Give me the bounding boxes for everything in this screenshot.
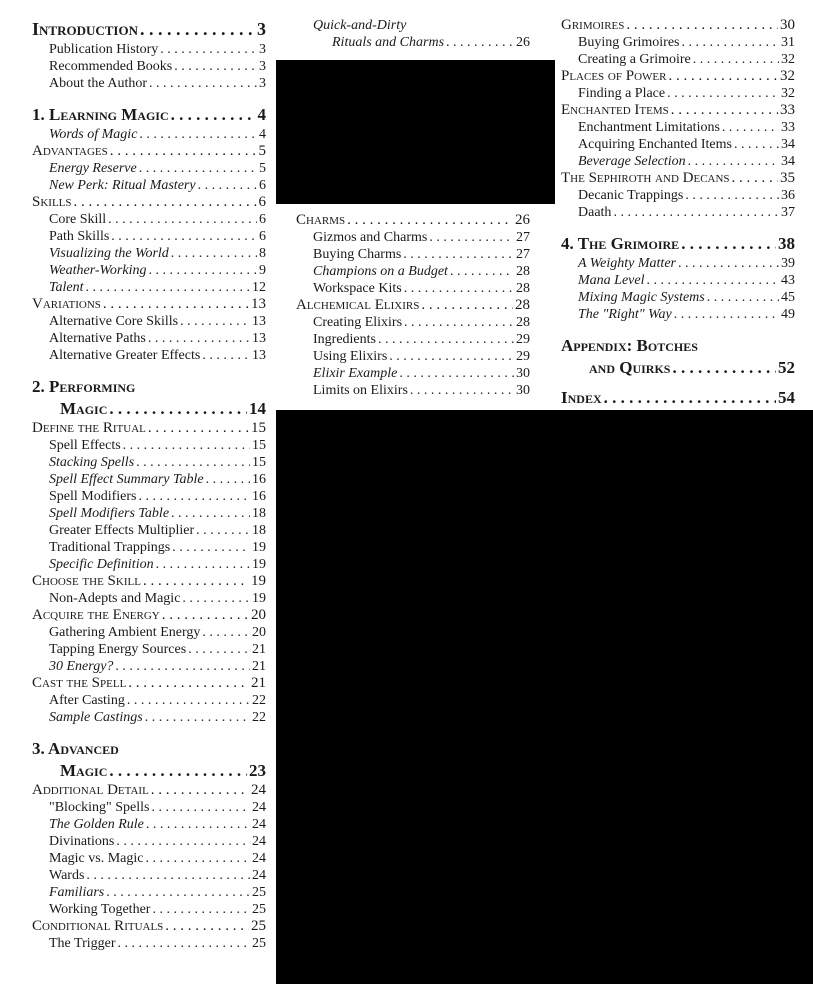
toc-entry-wards[interactable]: [32, 867, 266, 884]
entry-page: 24: [252, 851, 266, 866]
entry-title: Spell Effects: [49, 438, 121, 453]
entry-page: 27: [516, 230, 530, 245]
entry-page: 24: [252, 800, 266, 815]
toc-section-choose-skill[interactable]: [32, 573, 266, 590]
toc-section-advantages[interactable]: [32, 143, 266, 160]
toc-entry-alt-core-skills[interactable]: [32, 313, 266, 330]
toc-entry-path-skills[interactable]: [32, 228, 266, 245]
entry-title: The Golden Rule: [49, 817, 144, 832]
entry-title: Magic vs. Magic: [49, 851, 144, 866]
toc-section-skills[interactable]: [32, 194, 266, 211]
entry-title: Conditional Rituals: [32, 918, 164, 934]
toc-section-alchemical-elixirs[interactable]: [296, 297, 530, 314]
toc-entry-introduction[interactable]: [32, 17, 266, 41]
entry-page: 29: [516, 349, 530, 364]
toc-section-grimoires[interactable]: [561, 17, 795, 34]
entry-page: 32: [781, 52, 795, 67]
entry-page: 6: [259, 178, 266, 193]
entry-title: Beverage Selection: [578, 154, 686, 169]
entry-title: Using Elixirs: [313, 349, 388, 364]
entry-page: 45: [781, 290, 795, 305]
entry-page: 37: [781, 205, 795, 220]
entry-title: Workspace Kits: [313, 281, 402, 296]
toc-entry-specific-definition[interactable]: [32, 556, 266, 573]
entry-page: 21: [251, 675, 266, 691]
entry-title: Define the Ritual: [32, 420, 146, 436]
entry-title: Mixing Magic Systems: [578, 290, 705, 305]
entry-page: 30: [780, 17, 795, 33]
entry-page: 22: [252, 710, 266, 725]
toc-chapter-3-line1[interactable]: 3. Advanced: [32, 739, 119, 758]
entry-title: Creating Elixirs: [313, 315, 403, 330]
entry-title: 4. The Grimoire: [561, 234, 680, 253]
entry-title: Advantages: [32, 143, 108, 159]
entry-page: 18: [252, 506, 266, 521]
entry-title: Buying Grimoires: [578, 35, 680, 50]
entry-title: Acquiring Enchanted Items: [578, 137, 732, 152]
entry-page: 33: [781, 120, 795, 135]
entry-page: 6: [258, 194, 266, 210]
toc-entry-golden-rule[interactable]: [32, 816, 266, 833]
entry-page: 9: [259, 263, 266, 278]
entry-title: Mana Level: [578, 273, 645, 288]
entry-title: Limits on Elixirs: [313, 383, 408, 398]
entry-title: Alternative Paths: [49, 331, 146, 346]
entry-title: Tapping Energy Sources: [49, 642, 187, 657]
entry-page: 6: [259, 229, 266, 244]
entry-title: Magic: [60, 399, 108, 418]
toc-column-2-lower: [296, 212, 530, 399]
entry-page: 35: [780, 170, 795, 186]
entry-title: Spell Modifiers Table: [49, 506, 170, 521]
entry-page: 21: [252, 642, 266, 657]
entry-title: Spell Modifiers: [49, 489, 137, 504]
entry-page: 24: [252, 834, 266, 849]
entry-title: Visualizing the World: [49, 246, 169, 261]
toc-section-define-ritual[interactable]: [32, 420, 266, 437]
toc-entry-gathering-energy[interactable]: [32, 624, 266, 641]
toc-entry-alt-paths[interactable]: [32, 330, 266, 347]
entry-title: A Weighty Matter: [578, 256, 676, 271]
entry-page: 19: [252, 540, 266, 555]
entry-page: 54: [778, 388, 795, 407]
entry-title: After Casting: [49, 693, 125, 708]
toc-section-sephiroth-decans[interactable]: [561, 170, 795, 187]
entry-title: Quick-and-Dirty: [313, 18, 407, 33]
entry-title: Path Skills: [49, 229, 110, 244]
entry-page: 29: [516, 332, 530, 347]
toc-entry-magic-vs-magic[interactable]: [32, 850, 266, 867]
entry-page: 16: [252, 472, 266, 487]
entry-title: Non-Adepts and Magic: [49, 591, 181, 606]
entry-page: 19: [252, 557, 266, 572]
entry-page: 25: [252, 885, 266, 900]
entry-title: Ingredients: [313, 332, 376, 347]
entry-page: 26: [516, 35, 530, 50]
entry-title: Grimoires: [561, 17, 625, 33]
toc-entry-right-way[interactable]: [561, 306, 795, 323]
entry-title: Traditional Trappings: [49, 540, 171, 555]
toc-entry-buying-grimoires[interactable]: [561, 34, 795, 51]
entry-title: Stacking Spells: [49, 455, 135, 470]
entry-page: 31: [781, 35, 795, 50]
toc-section-places-of-power[interactable]: [561, 68, 795, 85]
entry-title: and Quirks: [589, 358, 671, 377]
toc-entry-weighty-matter[interactable]: [561, 255, 795, 272]
toc-entry-champions-budget[interactable]: [296, 263, 530, 280]
entry-title: Alternative Core Skills: [49, 314, 179, 329]
entry-title: Core Skill: [49, 212, 107, 227]
entry-title: Gathering Ambient Energy: [49, 625, 201, 640]
entry-title: Decanic Trappings: [578, 188, 684, 203]
toc-entry-spell-modifiers[interactable]: [32, 488, 266, 505]
entry-title: Finding a Place: [578, 86, 666, 101]
entry-page: 23: [249, 761, 266, 780]
entry-page: 24: [252, 817, 266, 832]
toc-entry-new-perk[interactable]: [32, 177, 266, 194]
toc-section-conditional-rituals[interactable]: [32, 918, 266, 935]
toc-entry-limits-elixirs[interactable]: [296, 382, 530, 399]
toc-section-acquire-energy[interactable]: [32, 607, 266, 624]
entry-title: Weather-Working: [49, 263, 147, 278]
toc-entry-mana-level[interactable]: [561, 272, 795, 289]
entry-title: Charms: [296, 212, 346, 228]
toc-entry-creating-elixirs[interactable]: [296, 314, 530, 331]
toc-appendix-line1[interactable]: Appendix: Botches: [561, 336, 698, 355]
entry-title: Variations: [32, 296, 101, 312]
entry-page: 13: [251, 296, 266, 312]
toc-entry-traditional-trappings[interactable]: [32, 539, 266, 556]
entry-page: 28: [516, 264, 530, 279]
entry-page: 25: [252, 902, 266, 917]
redaction-block-top: [276, 60, 555, 204]
toc-entry-visualizing-world[interactable]: [32, 245, 266, 262]
entry-page: 15: [252, 438, 266, 453]
entry-page: 3: [259, 59, 266, 74]
toc-entry-workspace-kits[interactable]: [296, 280, 530, 297]
entry-page: 8: [259, 246, 266, 261]
entry-page: 39: [781, 256, 795, 271]
entry-title: Acquire the Energy: [32, 607, 160, 623]
entry-title: The Trigger: [49, 936, 116, 951]
toc-entry-about-author[interactable]: [32, 75, 266, 92]
entry-page: 12: [252, 280, 266, 295]
entry-page: 22: [252, 693, 266, 708]
toc-entry-spell-effects[interactable]: [32, 437, 266, 454]
entry-page: 13: [252, 331, 266, 346]
toc-entry-the-trigger[interactable]: [32, 935, 266, 952]
toc-entry-words-of-magic[interactable]: [32, 126, 266, 143]
entry-page: 13: [252, 314, 266, 329]
entry-title: 1. Learning Magic: [32, 105, 169, 124]
toc-section-cast-spell[interactable]: [32, 675, 266, 692]
entry-title: Sample Castings: [49, 710, 143, 725]
entry-page: 26: [515, 212, 530, 228]
toc-entry-quick-and-dirty[interactable]: [296, 34, 530, 51]
entry-title: Introduction: [32, 19, 138, 39]
toc-entry-weather-working[interactable]: [32, 262, 266, 279]
toc-entry-gizmos-charms[interactable]: [296, 229, 530, 246]
entry-page: 3: [259, 76, 266, 91]
entry-page: 49: [781, 307, 795, 322]
entry-page: 13: [252, 348, 266, 363]
entry-page: 4: [259, 127, 266, 142]
toc-entry-beverage-selection[interactable]: [561, 153, 795, 170]
entry-title: Champions on a Budget: [313, 264, 448, 279]
toc-entry-tapping-sources[interactable]: [32, 641, 266, 658]
toc-entry-spell-modifiers-table[interactable]: [32, 505, 266, 522]
entry-title: Daath: [578, 205, 612, 220]
toc-section-charms[interactable]: [296, 212, 530, 229]
entry-page: 38: [778, 234, 795, 253]
entry-title: Choose the Skill: [32, 573, 141, 589]
toc-chapter-2[interactable]: [32, 398, 266, 420]
entry-page: 5: [258, 143, 266, 159]
entry-page: 30: [516, 366, 530, 381]
entry-title: Wards: [49, 868, 85, 883]
entry-page: 21: [252, 659, 266, 674]
toc-entry-using-elixirs[interactable]: [296, 348, 530, 365]
entry-page: 3: [259, 42, 266, 57]
entry-page: 32: [780, 68, 795, 84]
toc-entry-30-energy[interactable]: [32, 658, 266, 675]
entry-title: Divinations: [49, 834, 115, 849]
toc-chapter-1[interactable]: [32, 104, 266, 126]
entry-title: The Sephiroth and Decans: [561, 170, 730, 186]
toc-entry-ingredients[interactable]: [296, 331, 530, 348]
toc-entry-recommended-books[interactable]: [32, 58, 266, 75]
entry-page: 3: [257, 19, 266, 39]
toc-entry-sample-castings[interactable]: [32, 709, 266, 726]
entry-page: 34: [781, 154, 795, 169]
entry-page: 20: [251, 607, 266, 623]
toc-index[interactable]: [561, 387, 795, 409]
entry-title: Working Together: [49, 902, 151, 917]
entry-page: 4: [257, 105, 266, 124]
toc-entry-core-skill[interactable]: [32, 211, 266, 228]
toc-entry-enchantment-limitations[interactable]: [561, 119, 795, 136]
entry-page: 34: [781, 137, 795, 152]
entry-title: Index: [561, 388, 602, 407]
toc-entry-quick-and-dirty-line1[interactable]: [296, 17, 530, 34]
toc-entry-stacking-spells[interactable]: [32, 454, 266, 471]
entry-title: Specific Definition: [49, 557, 154, 572]
toc-chapter-3[interactable]: [32, 760, 266, 782]
entry-title: Spell Effect Summary Table: [49, 472, 204, 487]
entry-title: Rituals and Charms: [332, 35, 445, 50]
entry-page: 30: [516, 383, 530, 398]
entry-title: Talent: [49, 280, 84, 295]
entry-title: Buying Charms: [313, 247, 402, 262]
entry-title: Magic: [60, 761, 108, 780]
toc-entry-familiars[interactable]: [32, 884, 266, 901]
entry-page: 25: [252, 936, 266, 951]
entry-title: Alchemical Elixirs: [296, 297, 420, 313]
toc-entry-greater-effects-multiplier[interactable]: [32, 522, 266, 539]
entry-page: 27: [516, 247, 530, 262]
toc-column-3: [561, 17, 795, 409]
entry-page: 43: [781, 273, 795, 288]
entry-page: 19: [252, 591, 266, 606]
entry-page: 15: [251, 420, 266, 436]
toc-section-variations[interactable]: [32, 296, 266, 313]
toc-section-enchanted-items[interactable]: [561, 102, 795, 119]
entry-title: Greater Effects Multiplier: [49, 523, 195, 538]
entry-page: 52: [778, 358, 795, 377]
toc-column-1: [32, 17, 266, 952]
toc-chapter-2-line1[interactable]: 2. Performing: [32, 377, 136, 396]
entry-page: 28: [516, 315, 530, 330]
entry-title: Creating a Grimoire: [578, 52, 691, 67]
entry-title: Enchanted Items: [561, 102, 669, 118]
toc-entry-divinations[interactable]: [32, 833, 266, 850]
entry-title: 30 Energy?: [49, 659, 114, 674]
toc-entry-finding-place[interactable]: [561, 85, 795, 102]
entry-page: 5: [259, 161, 266, 176]
toc-entry-talent[interactable]: [32, 279, 266, 296]
entry-page: 33: [780, 102, 795, 118]
entry-title: Places of Power: [561, 68, 667, 84]
toc-entry-after-casting[interactable]: [32, 692, 266, 709]
entry-page: 18: [252, 523, 266, 538]
toc-entry-elixir-example[interactable]: [296, 365, 530, 382]
toc-entry-creating-grimoire[interactable]: [561, 51, 795, 68]
entry-page: 20: [252, 625, 266, 640]
entry-page: 36: [781, 188, 795, 203]
entry-title: Skills: [32, 194, 72, 210]
entry-title: Enchantment Limitations: [578, 120, 720, 135]
entry-title: Publication History: [49, 42, 159, 57]
toc-entry-blocking-spells[interactable]: [32, 799, 266, 816]
entry-title: Energy Reserve: [49, 161, 137, 176]
entry-page: 19: [251, 573, 266, 589]
entry-page: 6: [259, 212, 266, 227]
toc-section-additional-detail[interactable]: [32, 782, 266, 799]
entry-title: About the Author: [49, 76, 147, 91]
toc-entry-acquiring-enchanted[interactable]: [561, 136, 795, 153]
entry-page: 24: [251, 782, 266, 798]
entry-title: New Perk: Ritual Mastery: [49, 178, 196, 193]
entry-page: 28: [516, 281, 530, 296]
toc-entry-mixing-systems[interactable]: [561, 289, 795, 306]
toc-entry-publication-history[interactable]: [32, 41, 266, 58]
toc-entry-decanic-trappings[interactable]: [561, 187, 795, 204]
entry-title: Alternative Greater Effects: [49, 348, 201, 363]
entry-title: Cast the Spell: [32, 675, 127, 691]
redaction-block-bottom: [276, 410, 813, 984]
entry-title: "Blocking" Spells: [49, 800, 150, 815]
entry-page: 14: [249, 399, 266, 418]
toc-column-2: [296, 17, 530, 51]
toc-chapter-4[interactable]: [561, 233, 795, 255]
toc-entry-non-adepts[interactable]: [32, 590, 266, 607]
entry-title: The "Right" Way: [578, 307, 672, 322]
entry-title: Familiars: [49, 885, 105, 900]
entry-title: Recommended Books: [49, 59, 173, 74]
toc-entry-energy-reserve[interactable]: [32, 160, 266, 177]
entry-page: 16: [252, 489, 266, 504]
entry-title: Elixir Example: [313, 366, 398, 381]
toc-entry-spell-effect-table[interactable]: [32, 471, 266, 488]
entry-title: Gizmos and Charms: [313, 230, 428, 245]
toc-entry-buying-charms[interactable]: [296, 246, 530, 263]
toc-entry-working-together[interactable]: [32, 901, 266, 918]
entry-page: 24: [252, 868, 266, 883]
entry-page: 15: [252, 455, 266, 470]
entry-page: 25: [251, 918, 266, 934]
entry-page: 28: [515, 297, 530, 313]
toc-entry-daath[interactable]: [561, 204, 795, 221]
toc-entry-alt-greater-effects[interactable]: [32, 347, 266, 364]
entry-page: 32: [781, 86, 795, 101]
entry-title: Additional Detail: [32, 782, 149, 798]
entry-title: Words of Magic: [49, 127, 138, 142]
toc-appendix[interactable]: [561, 357, 795, 379]
